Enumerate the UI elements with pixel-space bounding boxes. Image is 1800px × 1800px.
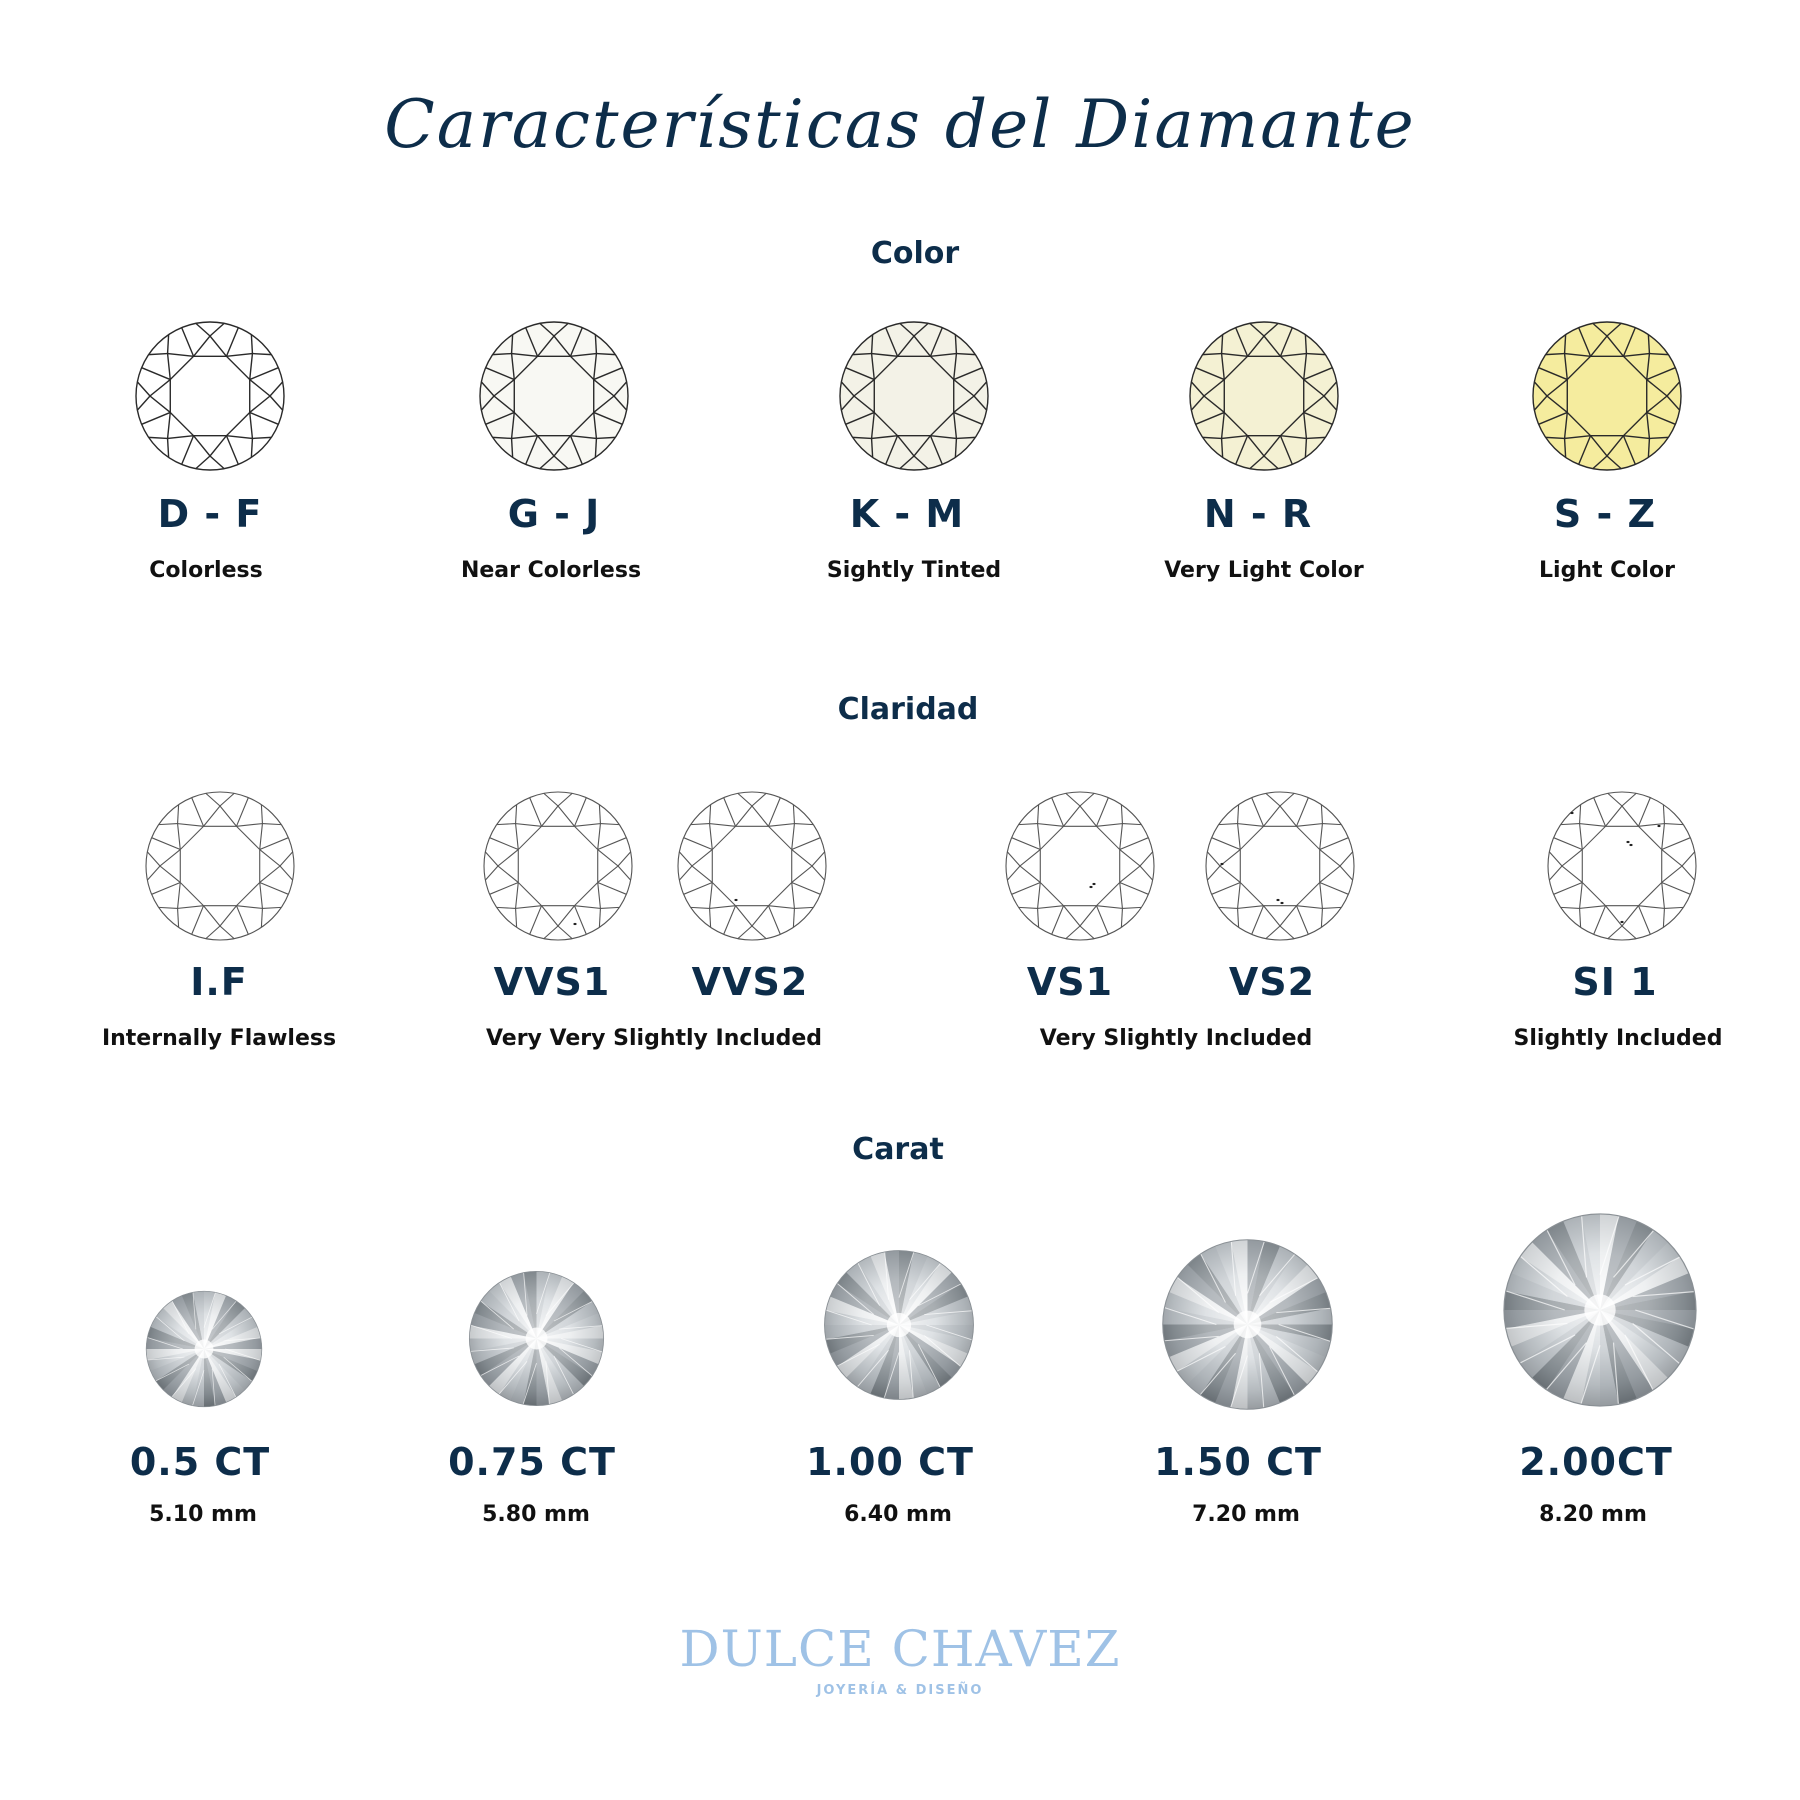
diamond-gj-icon: [478, 320, 630, 472]
color-grade-km: K - M: [849, 492, 965, 536]
color-grade-gj: G - J: [507, 492, 601, 536]
gem-075ct-icon: [468, 1270, 605, 1407]
clarity-desc-vvs: Very Very Slightly Included: [485, 1026, 823, 1051]
diamond-if-icon: [144, 790, 296, 942]
color-grade-nr: N - R: [1203, 492, 1313, 536]
gem-200ct-icon: [1502, 1212, 1698, 1408]
color-desc-df: Colorless: [149, 558, 263, 583]
color-grade-sz: S - Z: [1553, 492, 1657, 536]
clarity-grade-if: I.F: [190, 960, 248, 1004]
color-desc-sz: Light Color: [1539, 558, 1675, 583]
carat-label-150: 1.50 CT: [1154, 1440, 1322, 1484]
clarity-grade-vvs2: VVS2: [691, 960, 809, 1004]
carat-mm-100: 6.40 mm: [844, 1502, 952, 1527]
carat-label-075: 0.75 CT: [448, 1440, 616, 1484]
clarity-desc-if: Internally Flawless: [101, 1026, 337, 1051]
diamond-vs2-icon: [1204, 790, 1356, 942]
diamond-km-icon: [838, 320, 990, 472]
section-title-clarity: Claridad: [837, 692, 979, 727]
gem-100ct-icon: [823, 1249, 975, 1401]
section-title-carat: Carat: [852, 1132, 944, 1167]
page-title: Características del Diamante: [384, 86, 1416, 163]
carat-label-200: 2.00CT: [1519, 1440, 1673, 1484]
carat-label-100: 1.00 CT: [806, 1440, 974, 1484]
clarity-grade-si1: SI 1: [1572, 960, 1658, 1004]
diamond-df-icon: [134, 320, 286, 472]
color-grade-df: D - F: [157, 492, 263, 536]
carat-mm-150: 7.20 mm: [1192, 1502, 1300, 1527]
gem-05ct-icon: [145, 1290, 263, 1408]
clarity-grade-vvs1: VVS1: [493, 960, 611, 1004]
carat-label-05: 0.5 CT: [129, 1440, 271, 1484]
brand-logo: DULCE CHAVEZ: [679, 1620, 1121, 1678]
clarity-desc-vs: Very Slightly Included: [1039, 1026, 1313, 1051]
diamond-sz-icon: [1531, 320, 1683, 472]
clarity-grade-vs1: VS1: [1026, 960, 1114, 1004]
diamond-vvs2-icon: [676, 790, 828, 942]
diamond-nr-icon: [1188, 320, 1340, 472]
gem-150ct-icon: [1161, 1238, 1334, 1411]
brand-tagline: JOYERÍA & DISEÑO: [816, 1683, 984, 1698]
section-title-color: Color: [870, 236, 960, 271]
carat-mm-075: 5.80 mm: [482, 1502, 590, 1527]
color-desc-gj: Near Colorless: [460, 558, 642, 583]
diamond-si1-icon: [1546, 790, 1698, 942]
color-desc-km: Sightly Tinted: [826, 558, 1002, 583]
clarity-desc-si: Slightly Included: [1513, 1026, 1723, 1051]
carat-mm-200: 8.20 mm: [1539, 1502, 1647, 1527]
diamond-vvs1-icon: [482, 790, 634, 942]
diamond-vs1-icon: [1004, 790, 1156, 942]
clarity-grade-vs2: VS2: [1228, 960, 1316, 1004]
color-desc-nr: Very Light Color: [1164, 558, 1364, 583]
carat-mm-05: 5.10 mm: [149, 1502, 257, 1527]
